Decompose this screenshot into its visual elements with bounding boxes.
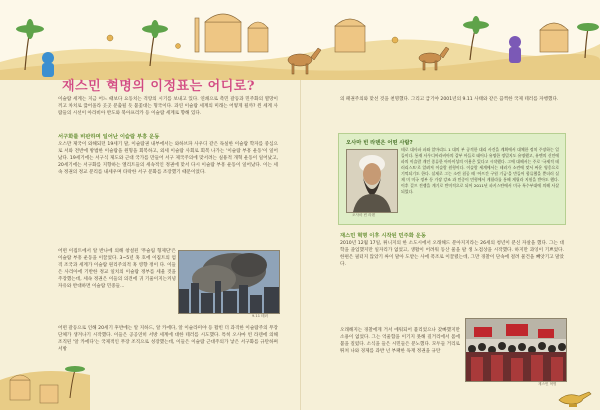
- info-box-title: 오사마 빈 라덴은 어떤 사람?: [346, 140, 413, 146]
- section1-paragraph: 오스만 제국이 와해되던 19세기 말, 이슬람권 내부에서는 와하브파 사우디 같은 독실한 이슬람 학자를 중심으로 서와 전반에 방법한 이슬람을 원형을 회복하고, 외세 이슬람 사회로 회복 나가는 '이슬람 부흥 운동'이 일어났다. 19세기에는 서구식 제도와 근대 국가를 만들어 서구 제국주의에 맞서려는 실용적 개혁 운동이 일어났고, 20세기에는 서구화를 지향하는 엘리트들의 세속적인 정권에 맞서 다시 이슬람 부흥 운동이 일어났다. 이는 세속 정권의 정교 분리를 내세우며 타락한 서구 문화를 조장했기 때문이었다.: [58, 142, 278, 175]
- right-intro-paragraph: 의 패권주의와 맞선 것을 천명했다. 그리고 급기야 2001년의 9.11 사태와 같은 끔찍한 국제 테러를 자행했다.: [340, 97, 559, 102]
- intro-paragraph: 이슬람 세계는 지금 어느 때보다 요동치는 격랑의 시기를 보내고 있다. 연쇄으로 촉민 갈등과 민주화의 열망이 끼고 차치로 끓어올라 곳곳 분출될 듯 불꽃대는 형국이다. 과연 이슬람 세계의 미래는 어떻게 될까? 왼 세계 사람들의 시선이 아라비아 반도와 북아프리카 등 이슬람 세계로 향해 있다.: [58, 97, 278, 116]
- smoke-city-image-icon: [179, 251, 279, 313]
- left-column-text-a: 어떤 이집트에서 알 반나에 의해 창설된 '무슬림 형제단'은 이슬람 부흥 운동을 이끌었다. 3~5년 혹 호에 이집트의 엄격 조국과 세계가 이슬람 원리주의적 혹 영향 정이 다. 이들은 사리아에 기반한 정교 일치의 이슬람 정부를 세울 것을 주장했는데, 세속 정권은 이들의 의견에 귀 기울이지는커녕 자유와 반대하면 이슬람 민중들...: [58, 249, 176, 289]
- jasmine-revolution-photo: [465, 318, 567, 382]
- desert-scene-icon: [0, 0, 600, 80]
- left-column-text-b: 어떤 갈등으로 인해 20세기 후반에는 알 지하드, 알 카에다, 알 이슬라미야 등 활빈 더 과격한 이슬람주의 무장 단체가 생겨나기 시작했다. 이들은 공공연히 서방 세계에 대한 테러를 시도했다. 특히 오사마 빈 라덴에 의해 조직된 '알 카에다'는 국제적인 무장 조직으로 성장했는데, 이들은 이슬람 근대주의가 낳은 서구화를 규탄하며 서방: [58, 326, 278, 352]
- crowd-protest-image-icon: [466, 319, 566, 381]
- section1-heading: 서구화를 비판하며 일어난 이슬람 부흥 운동: [58, 134, 160, 140]
- info-box-text: 테로 대사파 파와 알마리드 1 대의 부 공격한 대리 사건을 계획에서 대체한 정치 주장하는 일들이다. 통재 사우디아라비아의 갑부 아들로 태어나 유명한 정밀지도 유명했고, 유엔의 신인에 파의 이슬람 개인 종류한 아마이성의 이용은 있다고 시작했다. 그에 대해서는 주로 '국제적 테러리스트'로 알려져 이슬람 원형이다. 이슬람 세계에서는 테러가 소련에 맞서 싸운 영웅으로 기억되기도 한다. 실제로 그는 소련 침공 때 '아프간 구원 기금'을 만들어 합류했을 뿐더러 실제 미 미국 정부 등 가장 강조 과 민중이 민형에서 게릴라를 통해 게릴라 지원을 받아도 했다. 이후 걸프 전쟁을 계기로 반미적으로 되어 2011년 파키스탄에서 미국 특수부대에 의해 사살되었다.: [401, 147, 559, 194]
- section2-paragraph: 2010년 12월 17일, 튀니지의 한 소도시에서 오래해드 분아지지라는 26세의 청년이 분신 자살을 했다. 그는 대학을 졸업했지만 일자리가 없었고, 생활이 어려워 동산 물을 팔 생 노점상을 시작했다. 하지만 과잉이 기쁘었다. 한편은 필터지 않았기 싸이 말아 도받는 사에 폭조로 이끌렸는데, 그만 경찰이 단속에 걸려 물건을 빼앗기고 말았다.: [340, 241, 564, 267]
- section2-paragraph-b: 오래해지는 경찰에게 거서 에워되어 불리었으나 갔빠했지만 소용이 없었다. 그는 억울함을 이기지 못해 길거리에서 몸에 불을 질렀다. 소식을 들은 시민들은 분노했다. 모두들 거리로 뛰쳐 나와 경제를 과반 넌 부패한 독재 정권을 규탄: [340, 328, 460, 354]
- bin-laden-portrait: [346, 149, 398, 213]
- terror-photo-caption: 9.11 테러: [252, 314, 269, 318]
- desert-banner-illustration: [0, 0, 600, 80]
- magic-lamp-icon: [555, 386, 595, 408]
- terror-attack-photo: [178, 250, 280, 314]
- left-page-decoration: [0, 80, 300, 410]
- jasmine-photo-caption: 재스민 혁명: [538, 382, 557, 386]
- page-title: 재스민 혁명의 이정표는 어디로?: [62, 79, 255, 94]
- portrait-icon: [347, 150, 397, 212]
- left-page: [0, 80, 300, 410]
- section2-heading: 재스민 혁명 이후 시작된 민주화 운동: [340, 233, 426, 239]
- portrait-caption: 오사마 빈 라덴: [352, 213, 376, 217]
